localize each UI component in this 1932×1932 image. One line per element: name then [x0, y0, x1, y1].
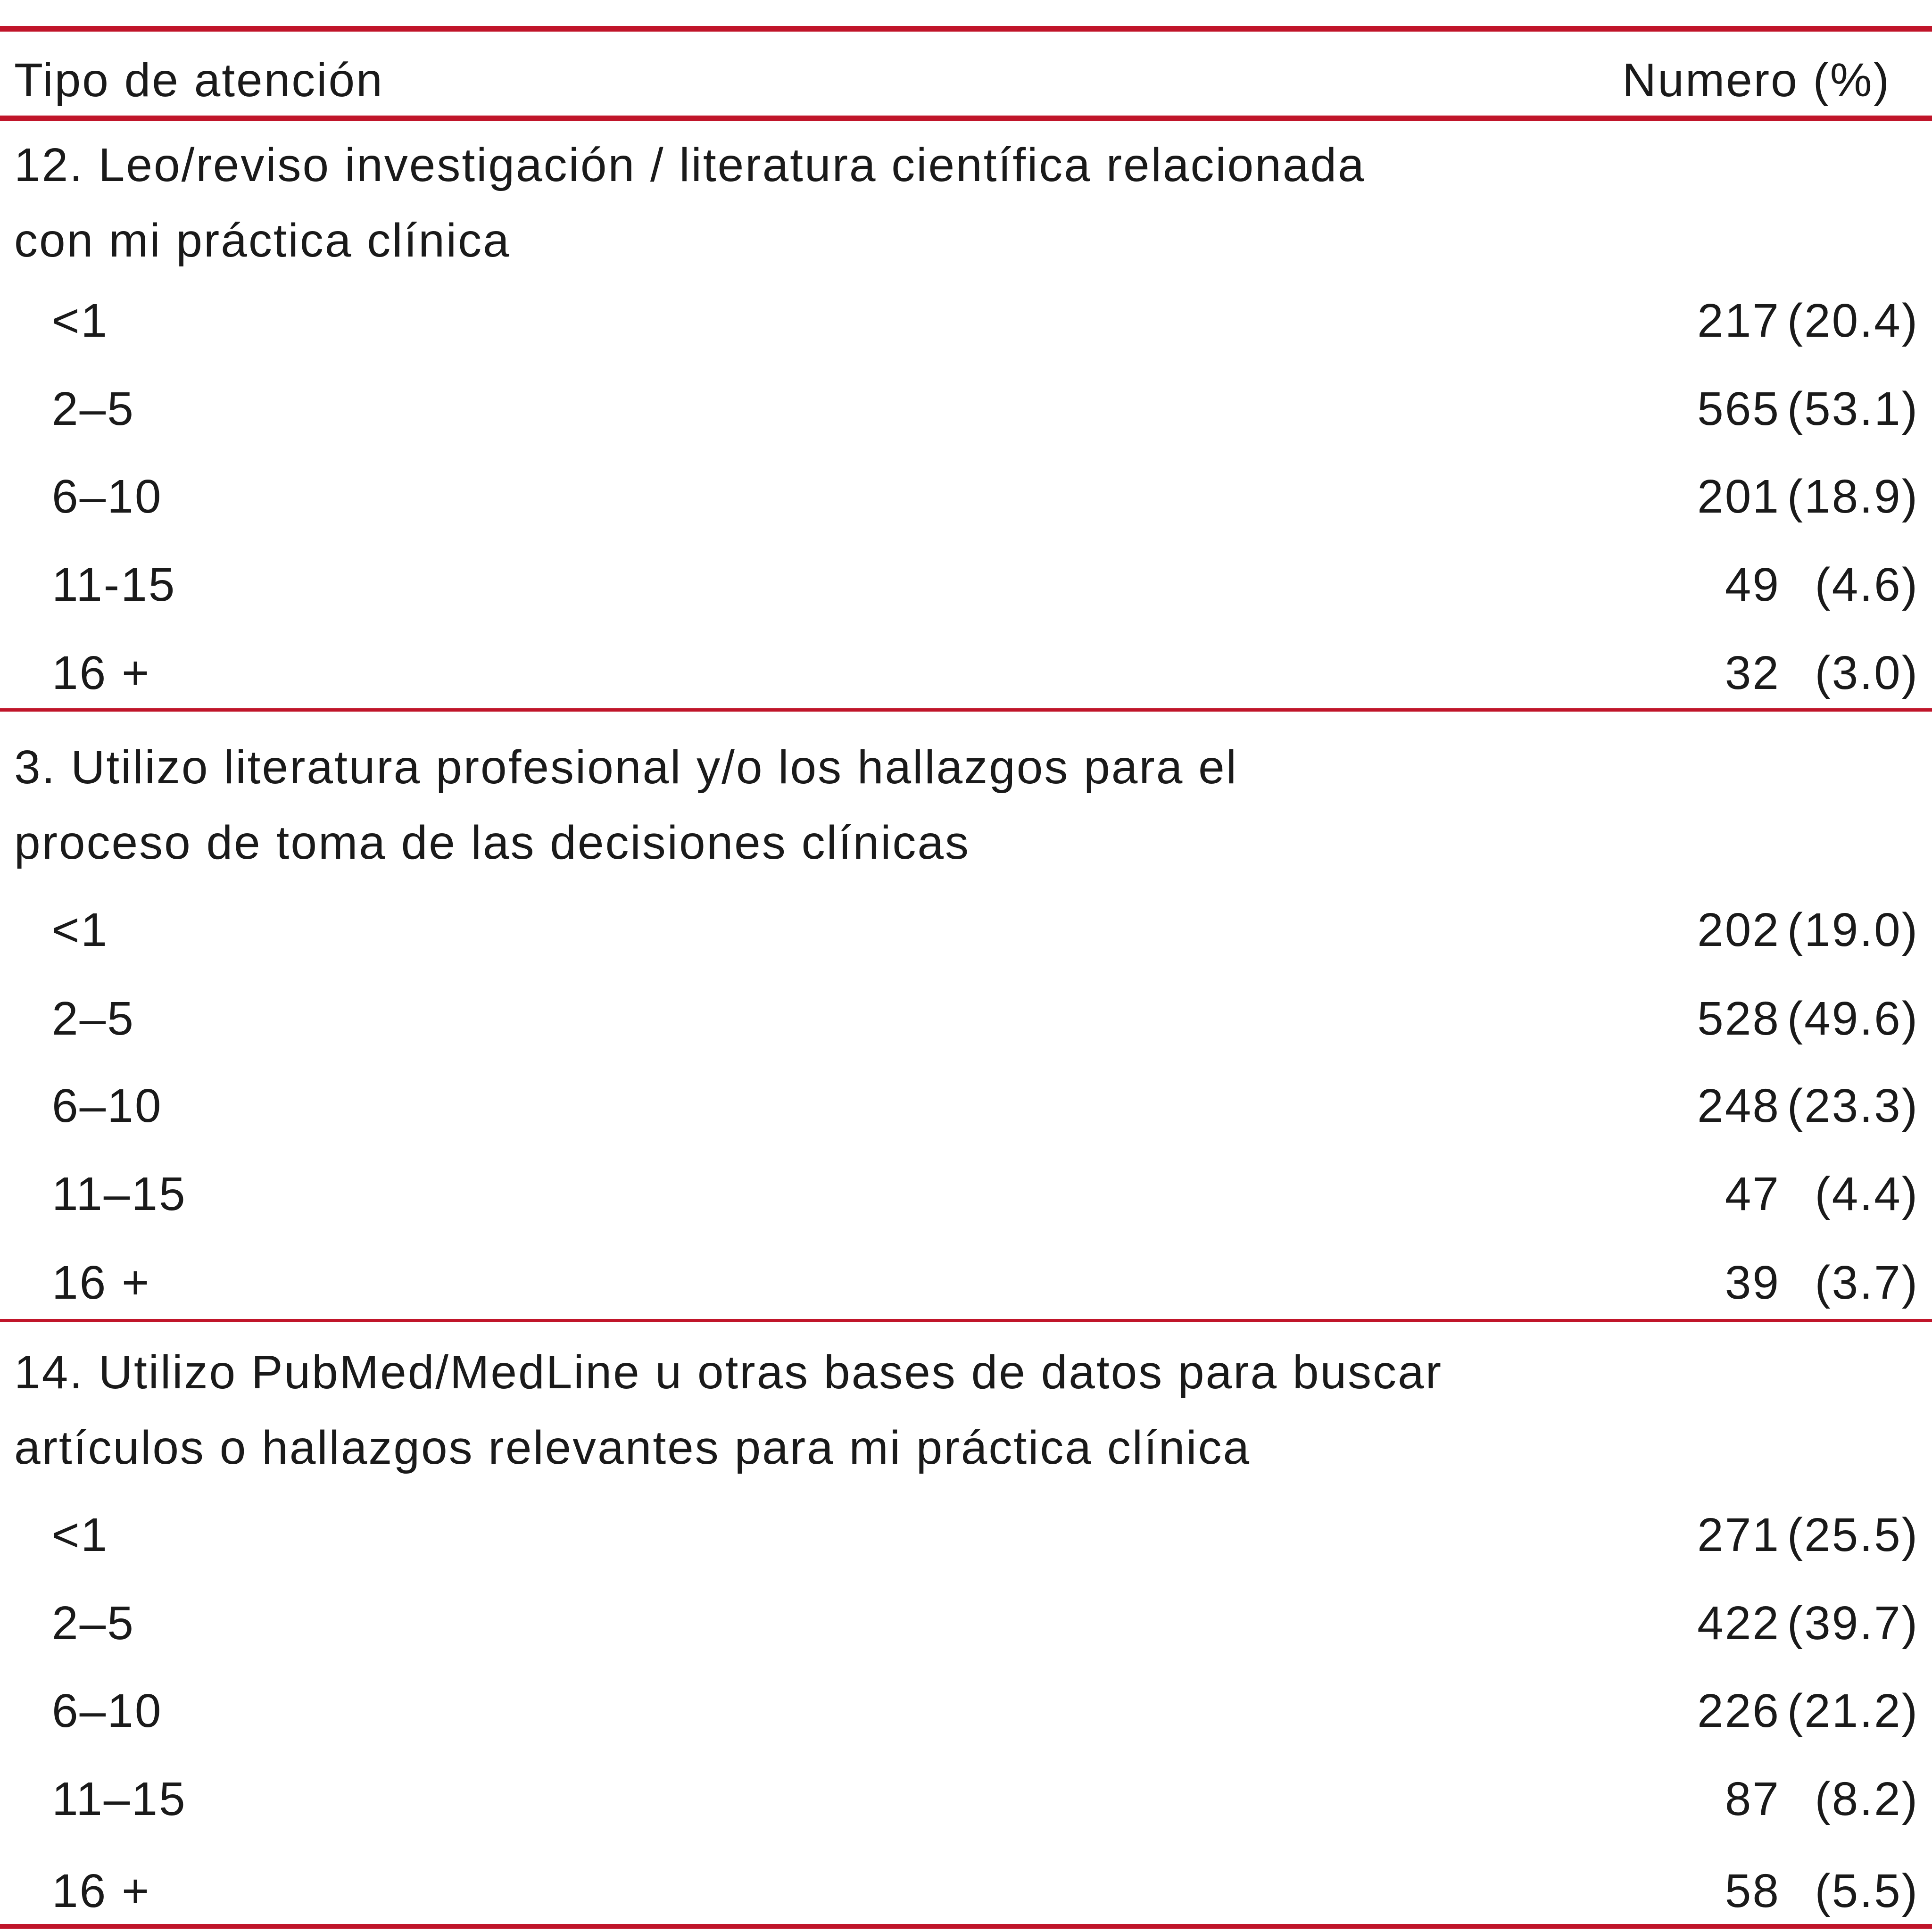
row-count: 58 — [1725, 1865, 1780, 1917]
row-category: 2–5 — [52, 382, 135, 435]
row-percent: (23.3) — [1787, 1079, 1919, 1132]
row-count: 32 — [1725, 647, 1780, 699]
row-count: 271 — [1697, 1509, 1780, 1561]
section-title: con mi práctica clínica — [14, 214, 511, 267]
row-category: <1 — [52, 904, 109, 956]
row-count: 226 — [1697, 1684, 1780, 1737]
row-count: 202 — [1697, 904, 1780, 956]
row-percent: (19.0) — [1787, 904, 1919, 956]
row-count: 248 — [1697, 1079, 1780, 1132]
row-category: 16 + — [52, 647, 151, 699]
row-percent: (18.9) — [1787, 470, 1919, 523]
row-percent: (21.2) — [1787, 1684, 1919, 1737]
bottom-rule — [0, 1924, 1932, 1929]
section-title: 3. Utilizo literatura profesional y/o los hallazgos para el — [14, 741, 1238, 794]
row-count: 201 — [1697, 470, 1780, 523]
section-divider — [0, 708, 1932, 712]
row-percent: (53.1) — [1787, 382, 1919, 435]
row-percent: (8.2) — [1815, 1773, 1919, 1825]
row-category: 2–5 — [52, 1597, 135, 1650]
row-percent: (39.7) — [1787, 1597, 1919, 1650]
top-rule — [0, 26, 1932, 32]
row-category: 11–15 — [52, 1773, 187, 1825]
row-count: 39 — [1725, 1256, 1780, 1309]
column-header-type: Tipo de atención — [14, 54, 384, 107]
row-count: 217 — [1697, 294, 1780, 347]
section-title: 12. Leo/reviso investigación / literatura científica relacionada — [14, 139, 1366, 191]
row-category: 6–10 — [52, 1079, 163, 1132]
row-category: 11–15 — [52, 1168, 187, 1220]
row-count: 87 — [1725, 1773, 1780, 1825]
row-count: 528 — [1697, 992, 1780, 1045]
row-percent: (3.0) — [1815, 647, 1919, 699]
row-count: 565 — [1697, 382, 1780, 435]
row-category: 16 + — [52, 1256, 151, 1309]
row-category: 11-15 — [52, 558, 176, 611]
row-category: <1 — [52, 1509, 109, 1561]
section-title: artículos o hallazgos relevantes para mi práctica clínica — [14, 1421, 1251, 1474]
row-category: <1 — [52, 294, 109, 347]
row-percent: (3.7) — [1815, 1256, 1919, 1309]
row-percent: (4.6) — [1815, 558, 1919, 611]
header-rule — [0, 116, 1932, 121]
section-title: 14. Utilizo PubMed/MedLine u otras bases de datos para buscar — [14, 1346, 1443, 1399]
row-percent: (49.6) — [1787, 992, 1919, 1045]
row-percent: (4.4) — [1815, 1168, 1919, 1220]
section-divider — [0, 1319, 1932, 1322]
section-title: proceso de toma de las decisiones clínicas — [14, 816, 970, 869]
row-category: 6–10 — [52, 1684, 163, 1737]
row-category: 2–5 — [52, 992, 135, 1045]
row-category: 16 + — [52, 1865, 151, 1917]
row-count: 49 — [1725, 558, 1780, 611]
row-category: 6–10 — [52, 470, 163, 523]
column-header-number: Numero (%) — [1622, 54, 1891, 107]
row-count: 47 — [1725, 1168, 1780, 1220]
row-percent: (5.5) — [1815, 1865, 1919, 1917]
row-percent: (25.5) — [1787, 1509, 1919, 1561]
row-percent: (20.4) — [1787, 294, 1919, 347]
row-count: 422 — [1697, 1597, 1780, 1650]
